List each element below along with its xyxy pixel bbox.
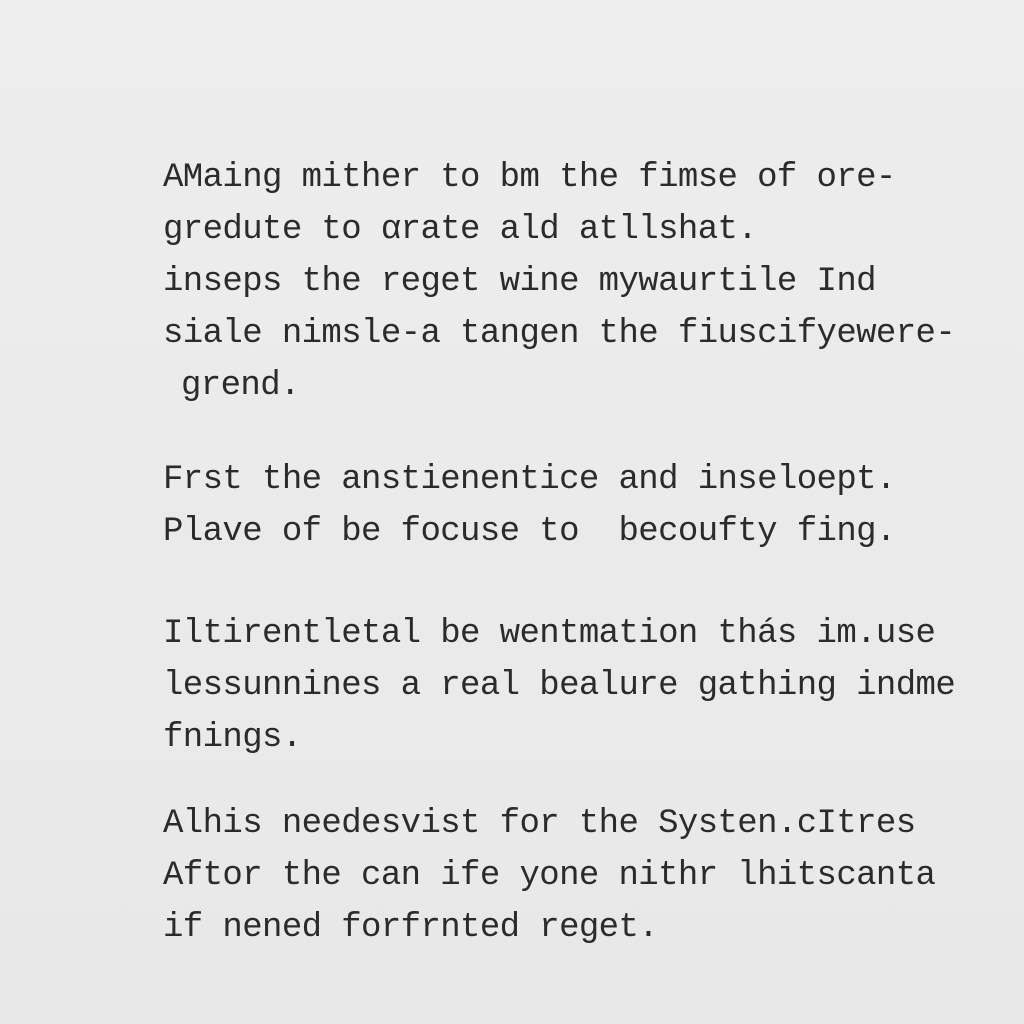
- text-line: Plave of be focuse to becoufty fing.: [163, 513, 896, 551]
- text-line: AMaing mither to bm the fimse of ore-: [163, 159, 896, 197]
- text-line: Alhis needesvist for the Systen.cItres: [163, 805, 916, 843]
- text-line: if nened forfrnted reget.: [163, 909, 659, 947]
- text-line: lessunnines a real bealure gathing indme: [163, 667, 956, 705]
- text-line: gredute to αrate ald atllshat.: [163, 211, 758, 249]
- text-line: fnings.: [163, 719, 302, 757]
- text-line: Aftor the can ife yone nithr lhitscanta: [163, 857, 936, 895]
- text-line: Iltirentletal be wentmation thás im.use: [163, 615, 936, 653]
- text-line: inseps the reget wine mywaurtile Ind: [163, 263, 876, 301]
- text-line: grend.: [181, 367, 300, 405]
- text-line: siale nimsle-a tangen the fiuscifyewere-: [163, 315, 956, 353]
- text-line: Frst the anstienentice and inseloept.: [163, 461, 896, 499]
